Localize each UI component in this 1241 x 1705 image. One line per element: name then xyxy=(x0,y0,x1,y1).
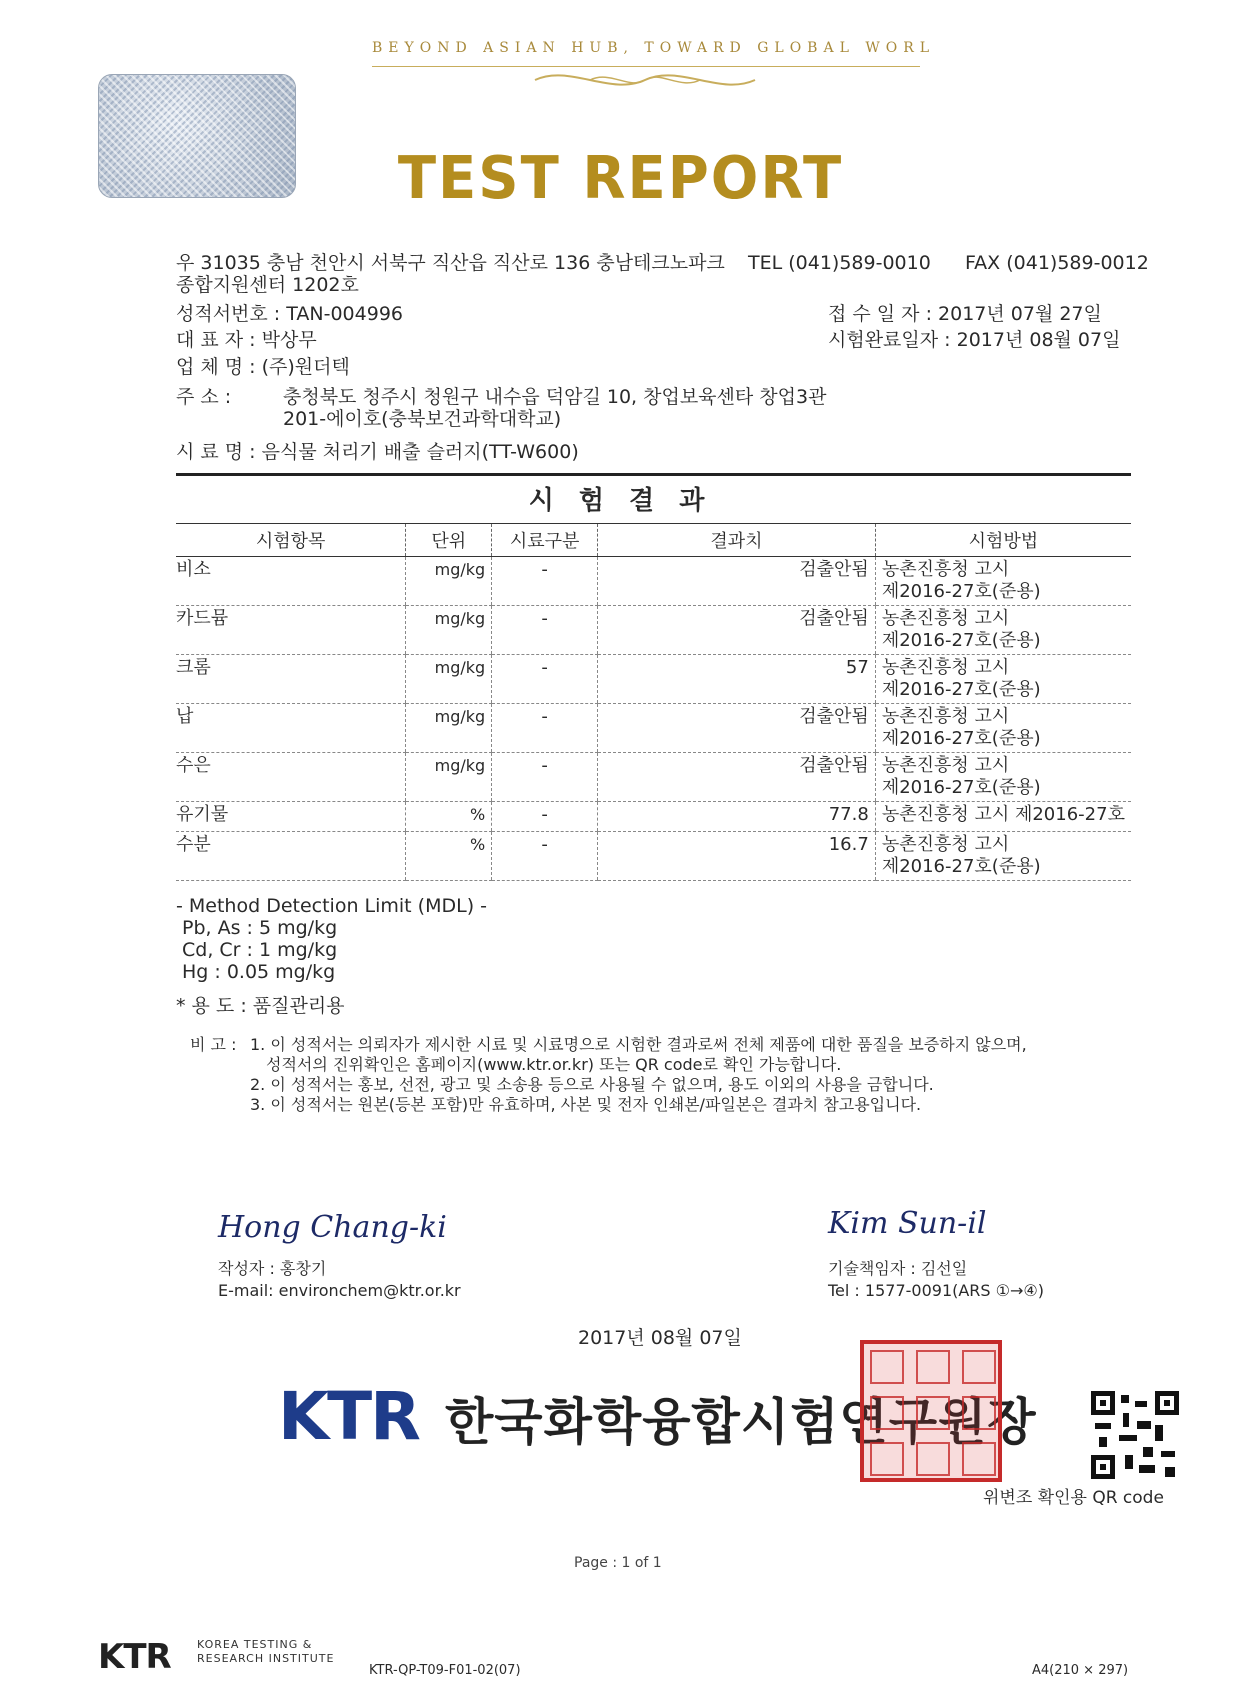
tech-manager-tel: Tel : 1577-0091(ARS ①→④) xyxy=(828,1281,1044,1300)
report-number-label: 성적서번호 : xyxy=(176,303,287,325)
method-line1: 농촌진흥청 고시 xyxy=(881,834,1010,855)
method-cell xyxy=(875,802,1131,832)
received-label: 접 수 일 자 : xyxy=(828,303,939,325)
form-code: KTR-QP-T09-F01-02(07) xyxy=(369,1663,521,1678)
header-unit: 단위 xyxy=(406,524,492,557)
header-sample-type: 시료구분 xyxy=(492,524,598,557)
method-cell xyxy=(875,655,1131,704)
unit-cell: mg/kg xyxy=(406,606,492,655)
mdl-line1: Pb, As : 5 mg/kg xyxy=(182,917,338,939)
method-line2: 제2016-27호(준용) xyxy=(881,679,1041,700)
completed-label: 시험완료일자 : xyxy=(828,329,957,351)
unit-cell: mg/kg xyxy=(406,655,492,704)
ktr-logo: KTR xyxy=(278,1378,419,1455)
method-line2: 제2016-27호(준용) xyxy=(881,728,1041,749)
method-line1: 농촌진흥청 고시 xyxy=(881,608,1010,629)
received-row xyxy=(828,303,1102,325)
footer-org-line2: RESEARCH INSTITUTE xyxy=(197,1652,335,1665)
table-row xyxy=(176,655,1131,704)
remark-1a: 1. 이 성적서는 의뢰자가 제시한 시료 및 시료명으로 시험한 결과로써 전체 제품에 대한 품질을 보증하지 않으며, xyxy=(250,1035,1027,1054)
item-cell: 유기물 xyxy=(176,802,406,832)
section-rule xyxy=(176,473,1131,476)
qr-code[interactable] xyxy=(1091,1391,1179,1479)
company-label: 업 체 명 : xyxy=(176,356,262,378)
unit-cell: mg/kg xyxy=(406,704,492,753)
result-cell: 16.7 xyxy=(598,832,876,881)
tech-manager-name: 기술책임자 : 김선일 xyxy=(828,1259,968,1278)
report-number: TAN-004996 xyxy=(286,303,403,325)
org-address-line2: 종합지원센터 1202호 xyxy=(176,274,359,296)
page-number: Page : 1 of 1 xyxy=(574,1555,662,1571)
method-cell xyxy=(875,704,1131,753)
ornament-icon xyxy=(530,62,760,98)
result-cell: 57 xyxy=(598,655,876,704)
address-label: 주 소 : xyxy=(176,386,232,408)
unit-cell: % xyxy=(406,832,492,881)
results-table xyxy=(176,523,1131,881)
result-cell: 77.8 xyxy=(598,802,876,832)
method-cell xyxy=(875,557,1131,606)
issuer-name: 한국화학융합시험연구원장 xyxy=(445,1393,1037,1451)
company-address-line1: 충청북도 청주시 청원구 내수읍 덕암길 10, 창업보육센타 창업3관 xyxy=(283,386,827,408)
remark-1b: 성적서의 진위확인은 홈페이지(www.ktr.or.kr) 또는 QR code로 확인 가능합니다. xyxy=(266,1055,842,1074)
method-cell xyxy=(875,832,1131,881)
table-row xyxy=(176,753,1131,802)
item-cell: 수은 xyxy=(176,753,406,802)
org-address-line1: 우 31035 충남 천안시 서북구 직산읍 직산로 136 충남테크노파크 xyxy=(176,252,725,274)
mdl-line3: Hg : 0.05 mg/kg xyxy=(182,961,336,983)
footer-ktr-logo: KTR xyxy=(98,1637,171,1677)
method-cell xyxy=(875,753,1131,802)
representative-label: 대 표 자 : xyxy=(176,329,262,351)
table-row xyxy=(176,557,1131,606)
header-method: 시험방법 xyxy=(875,524,1131,557)
results-title: 시 험 결 과 xyxy=(528,486,713,516)
sample-type-cell: - xyxy=(492,655,598,704)
method-line1: 농촌진흥청 고시 xyxy=(881,559,1010,580)
company: (주)원더텍 xyxy=(261,356,350,378)
sample-type-cell: - xyxy=(492,753,598,802)
mdl-line2: Cd, Cr : 1 mg/kg xyxy=(182,939,338,961)
item-cell: 수분 xyxy=(176,832,406,881)
unit-cell: % xyxy=(406,802,492,832)
item-cell: 납 xyxy=(176,704,406,753)
sample-type-cell: - xyxy=(492,557,598,606)
header-result: 결과치 xyxy=(598,524,876,557)
table-row xyxy=(176,704,1131,753)
results-header-row xyxy=(176,524,1131,557)
method-line1: 농촌진흥청 고시 xyxy=(881,706,1010,727)
motto: BEYOND ASIAN HUB, TOWARD GLOBAL WORL xyxy=(372,40,936,56)
method-line2: 제2016-27호(준용) xyxy=(881,777,1041,798)
table-row xyxy=(176,606,1131,655)
method-line2: 제2016-27호(준용) xyxy=(881,581,1041,602)
sample-type-cell: - xyxy=(492,802,598,832)
result-cell: 검출안됨 xyxy=(598,606,876,655)
sample-name: 음식물 처리기 배출 슬러지(TT-W600) xyxy=(261,441,579,463)
org-tel: TEL (041)589-0010 xyxy=(748,252,931,274)
completed-date: 2017년 08월 07일 xyxy=(956,329,1121,351)
table-row xyxy=(176,832,1131,881)
company-row xyxy=(176,356,350,378)
method-line1: 농촌진흥청 고시 xyxy=(881,657,1010,678)
unit-cell: mg/kg xyxy=(406,753,492,802)
footer-org-line1: KOREA TESTING & xyxy=(197,1638,313,1651)
report-number-row xyxy=(176,303,403,325)
official-seal xyxy=(860,1340,1002,1482)
sample-row xyxy=(176,441,579,463)
method-cell xyxy=(875,606,1131,655)
writer-signature: Hong Chang-ki xyxy=(218,1210,447,1245)
purpose: * 용 도 : 품질관리용 xyxy=(176,995,345,1017)
result-cell: 검출안됨 xyxy=(598,753,876,802)
report-title: TEST REPORT xyxy=(397,144,844,213)
writer-name: 작성자 : 홍창기 xyxy=(218,1259,327,1278)
mdl-title: - Method Detection Limit (MDL) - xyxy=(176,895,488,917)
issue-date: 2017년 08월 07일 xyxy=(578,1327,742,1349)
result-cell: 검출안됨 xyxy=(598,704,876,753)
completed-row xyxy=(828,329,1120,351)
result-cell: 검출안됨 xyxy=(598,557,876,606)
tech-manager-signature: Kim Sun-il xyxy=(828,1206,987,1241)
received-date: 2017년 07월 27일 xyxy=(938,303,1102,325)
method-line2: 제2016-27호(준용) xyxy=(881,856,1041,877)
table-row xyxy=(176,802,1131,832)
unit-cell: mg/kg xyxy=(406,557,492,606)
qr-caption: 위변조 확인용 QR code xyxy=(983,1488,1164,1508)
company-address-line2: 201-에이호(충북보건과학대학교) xyxy=(283,408,562,430)
writer-email: E-mail: environchem@ktr.or.kr xyxy=(218,1281,461,1300)
representative-row xyxy=(176,329,317,351)
sample-label: 시 료 명 : xyxy=(176,441,262,463)
item-cell: 비소 xyxy=(176,557,406,606)
representative: 박상무 xyxy=(261,329,317,351)
sample-type-cell: - xyxy=(492,832,598,881)
item-cell: 크롬 xyxy=(176,655,406,704)
header-item: 시험항목 xyxy=(176,524,406,557)
item-cell: 카드뮴 xyxy=(176,606,406,655)
sample-type-cell: - xyxy=(492,704,598,753)
method-line2: 제2016-27호(준용) xyxy=(881,630,1041,651)
remarks-label: 비 고 : xyxy=(190,1035,237,1054)
paper-size: A4(210 × 297) xyxy=(1032,1663,1129,1678)
sample-type-cell: - xyxy=(492,606,598,655)
remark-3: 3. 이 성적서는 원본(등본 포함)만 유효하며, 사본 및 전자 인쇄본/파일본은 결과치 참고용입니다. xyxy=(250,1095,922,1114)
method-line1: 농촌진흥청 고시 제2016-27호 xyxy=(881,804,1125,825)
method-line1: 농촌진흥청 고시 xyxy=(881,755,1010,776)
org-fax: FAX (041)589-0012 xyxy=(965,252,1149,274)
remark-2: 2. 이 성적서는 홍보, 선전, 광고 및 소송용 등으로 사용될 수 없으며, 용도 이외의 사용을 금합니다. xyxy=(250,1075,934,1094)
footer-org-name xyxy=(197,1638,334,1666)
